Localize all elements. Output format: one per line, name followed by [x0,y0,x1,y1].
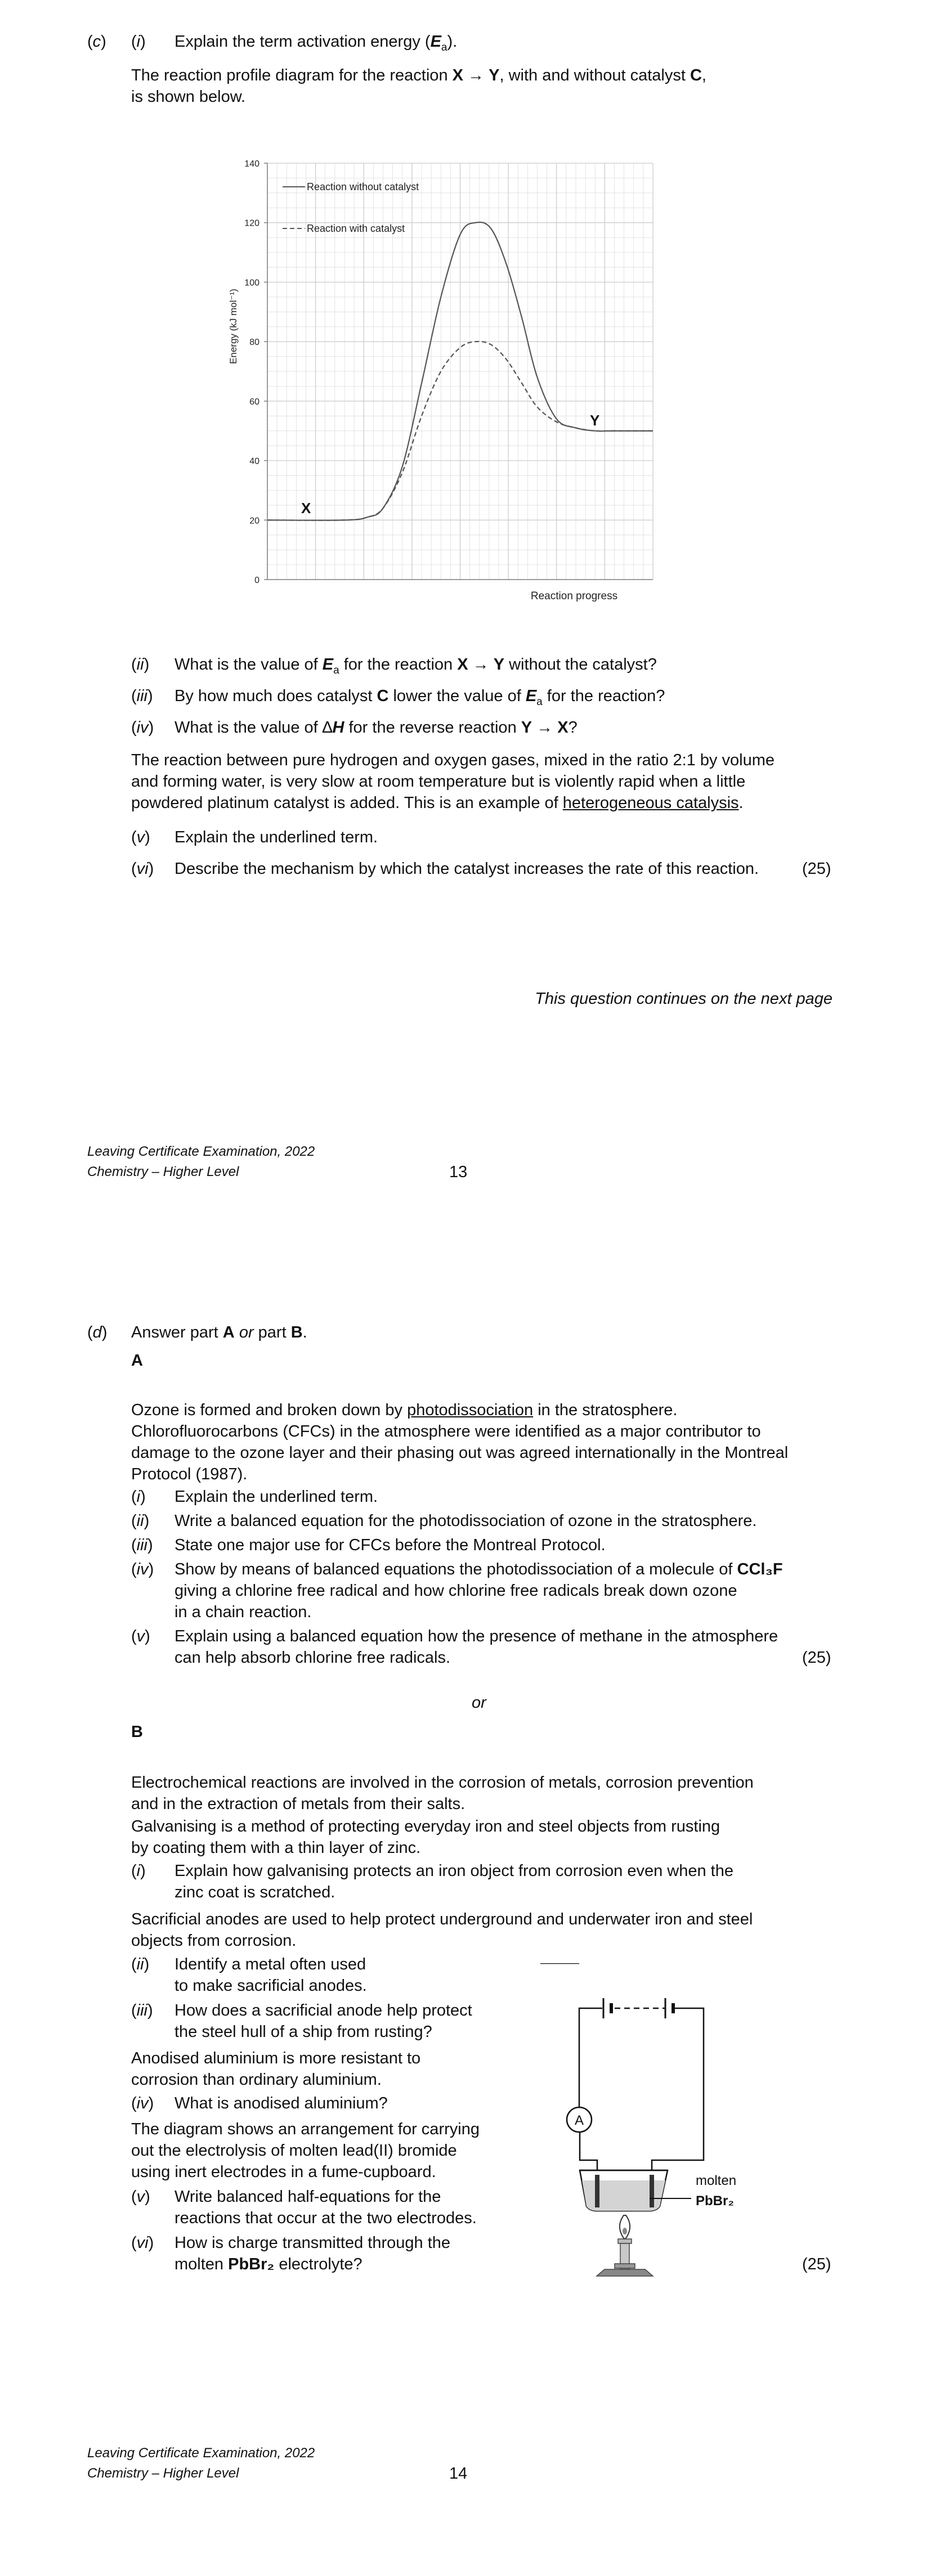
c-intro-line-2: is shown below. [131,88,246,106]
a-i-question: Explain the underlined term. [174,1488,378,1506]
a-marks: (25) [802,1649,831,1667]
right-electrode [650,2175,654,2207]
battery-icon [597,1998,681,2018]
page-number: 14 [449,2465,468,2483]
electrolysis-diagram [540,1963,777,2278]
c-v-label: (v) [131,828,150,846]
d-instruction: Answer part A or part B. [131,1323,307,1341]
catalysis-paragraph-line-3: powdered platinum catalyst is added. This is an example of heterogeneous catalysis. [131,794,744,812]
point-label-y: Y [590,412,600,429]
y-axis-ticks [244,159,267,585]
y-tick-label: 40 [249,456,259,466]
c-ii-label: (ii) [131,656,150,674]
ammeter-icon [567,2107,592,2132]
c-iv-label: (iv) [131,719,154,737]
b-ii-question-line-2: to make sacrificial anodes. [174,1977,367,1995]
b-i-label: (i) [131,1862,146,1880]
b-paragraph-line-4: by coating them with a thin layer of zinc. [131,1839,421,1857]
footer-exam: Leaving Certificate Examination, 2022 [87,2445,315,2461]
a-paragraph-line-1: Ozone is formed and broken down by photodissociation in the stratosphere. [131,1401,678,1419]
molten-label: molten [696,2173,737,2188]
circuit-wires [540,1963,704,2112]
option-b-heading: B [131,1723,143,1741]
page-14 [0,1288,931,2576]
a-paragraph-line-3: damage to the ozone layer and their phasing out was agreed internationally in the Montreal [131,1444,789,1462]
b-iii-question-line-1: How does a sacrificial anode help protect [174,2001,472,2019]
b-v-question-line-1: Write balanced half-equations for the [174,2188,441,2206]
footer-exam: Leaving Certificate Examination, 2022 [87,1144,315,1159]
right-electrode-wire [652,2112,704,2175]
b-iii-label: (iii) [131,2001,153,2019]
a-iii-question: State one major use for CFCs before the Montreal Protocol. [174,1536,606,1554]
b-paragraph-line-8: corrosion than ordinary aluminium. [131,2071,382,2089]
c-ii-question: What is the value of $E_a$ for the reaction X → Y without the catalyst? [174,656,657,676]
b-paragraph-line-7: Anodised aluminium is more resistant to [131,2049,421,2067]
a-iv-question-line-1: Show by means of balanced equations the photodissociation of a molecule of CCl₃F [174,1560,783,1578]
b-v-label: (v) [131,2188,150,2206]
a-iv-label: (iv) [131,1560,154,1578]
b-ii-label: (ii) [131,1955,150,1973]
c-marks: (25) [802,860,831,878]
catalysis-paragraph-line-1: The reaction between pure hydrogen and oxygen gases, mixed in the ratio 2:1 by volume [131,751,775,769]
b-vi-question-line-2: molten PbBr₂ electrolyte? [174,2255,362,2273]
y-tick-label: 120 [244,218,259,228]
b-iv-question: What is anodised aluminium? [174,2094,388,2112]
b-paragraph-line-9: The diagram shows an arrangement for carrying [131,2120,480,2138]
a-ii-question: Write a balanced equation for the photodissociation of ozone in the stratosphere. [174,1512,757,1530]
footer-subject: Chemistry – Higher Level [87,2466,239,2481]
x-axis-label: Reaction progress [530,590,618,602]
b-paragraph-line-1: Electrochemical reactions are involved in the corrosion of metals, corrosion prevention [131,1774,754,1792]
a-ii-label: (ii) [131,1512,150,1530]
left-electrode [595,2175,599,2207]
c-iii-label: (iii) [131,687,153,705]
continues-note: This question continues on the next page [535,990,832,1008]
footer-subject: Chemistry – Higher Level [87,1164,239,1179]
b-vi-question-line-1: How is charge transmitted through the [174,2234,451,2252]
or-divider: or [472,1694,486,1712]
catalysis-paragraph-line-2: and forming water, is very slow at room temperature but is violently rapid when a little [131,773,746,791]
b-v-question-line-2: reactions that occur at the two electrodes. [174,2209,477,2227]
b-iv-label: (iv) [131,2094,154,2112]
y-tick-label: 100 [244,278,259,288]
legend-label-without-catalyst: Reaction without catalyst [307,181,419,192]
c-vi-label: (vi) [131,860,154,878]
b-paragraph-line-5: Sacrificial anodes are used to help protect underground and underwater iron and steel [131,1910,753,1928]
y-tick-label: 20 [249,516,259,526]
b-ii-question-line-1: Identify a metal often used [174,1955,366,1973]
left-electrode-wire [580,2128,597,2175]
a-iv-question-line-3: in a chain reaction. [174,1603,312,1621]
a-iii-label: (iii) [131,1536,153,1554]
molten-formula-label: PbBr₂ [696,2193,735,2209]
b-paragraph-line-10: out the electrolysis of molten lead(II) bromide [131,2142,457,2160]
point-label-x: X [301,500,311,517]
b-paragraph-line-11: using inert electrodes in a fume-cupboard. [131,2163,436,2181]
ammeter-label: A [574,2113,584,2128]
b-i-question-line-2: zinc coat is scratched. [174,1883,335,1901]
a-i-label: (i) [131,1488,146,1506]
c-i-label: (i) [131,33,146,51]
b-i-question-line-1: Explain how galvanising protects an iron object from corrosion even when the [174,1862,733,1880]
option-a-heading: A [131,1352,143,1370]
part-d-label: (d) [87,1323,108,1341]
a-iv-question-line-2: giving a chlorine free radical and how chlorine free radicals break down ozone [174,1582,737,1600]
bunsen-burner-icon [597,2215,653,2276]
c-iii-question: By how much does catalyst C lower the value of $E_a$ for the reaction? [174,687,665,708]
a-paragraph-line-2: Chlorofluorocarbons (CFCs) in the atmosphere were identified as a major contributor to [131,1422,761,1440]
c-i-question: Explain the term activation energy $(E_a)$. [174,33,458,53]
a-v-label: (v) [131,1627,150,1645]
c-vi-question: Describe the mechanism by which the catalyst increases the rate of this reaction. [174,860,759,878]
a-v-question-line-1: Explain using a balanced equation how the presence of methane in the atmosphere [174,1627,778,1645]
b-iii-question-line-2: the steel hull of a ship from rusting? [174,2023,432,2041]
a-paragraph-line-4: Protocol (1987). [131,1465,248,1483]
page-number: 13 [449,1163,468,1181]
b-paragraph-line-6: objects from corrosion. [131,1932,297,1950]
y-tick-label: 60 [249,397,259,407]
a-v-question-line-2: can help absorb chlorine free radicals. [174,1649,451,1667]
b-vi-label: (vi) [131,2234,154,2252]
legend-label-with-catalyst: Reaction with catalyst [307,223,405,234]
b-paragraph-line-3: Galvanising is a method of protecting everyday iron and steel objects from rusting [131,1817,720,1835]
b-paragraph-line-2: and in the extraction of metals from their salts. [131,1795,466,1813]
reaction-profile-chart [214,152,664,608]
part-c-label: (c) [87,33,106,51]
y-tick-label: 0 [254,576,259,585]
y-tick-label: 140 [244,159,259,169]
c-iv-question: What is the value of ∆H for the reverse reaction Y → X? [174,719,578,737]
b-marks: (25) [802,2255,831,2273]
c-intro-line-1: The reaction profile diagram for the reaction X → Y, with and without catalyst C, [131,66,706,84]
c-v-question: Explain the underlined term. [174,828,378,846]
y-tick-label: 80 [249,338,259,348]
y-axis-label: Energy (kJ mol⁻¹) [228,289,239,364]
crucible [580,2170,668,2211]
